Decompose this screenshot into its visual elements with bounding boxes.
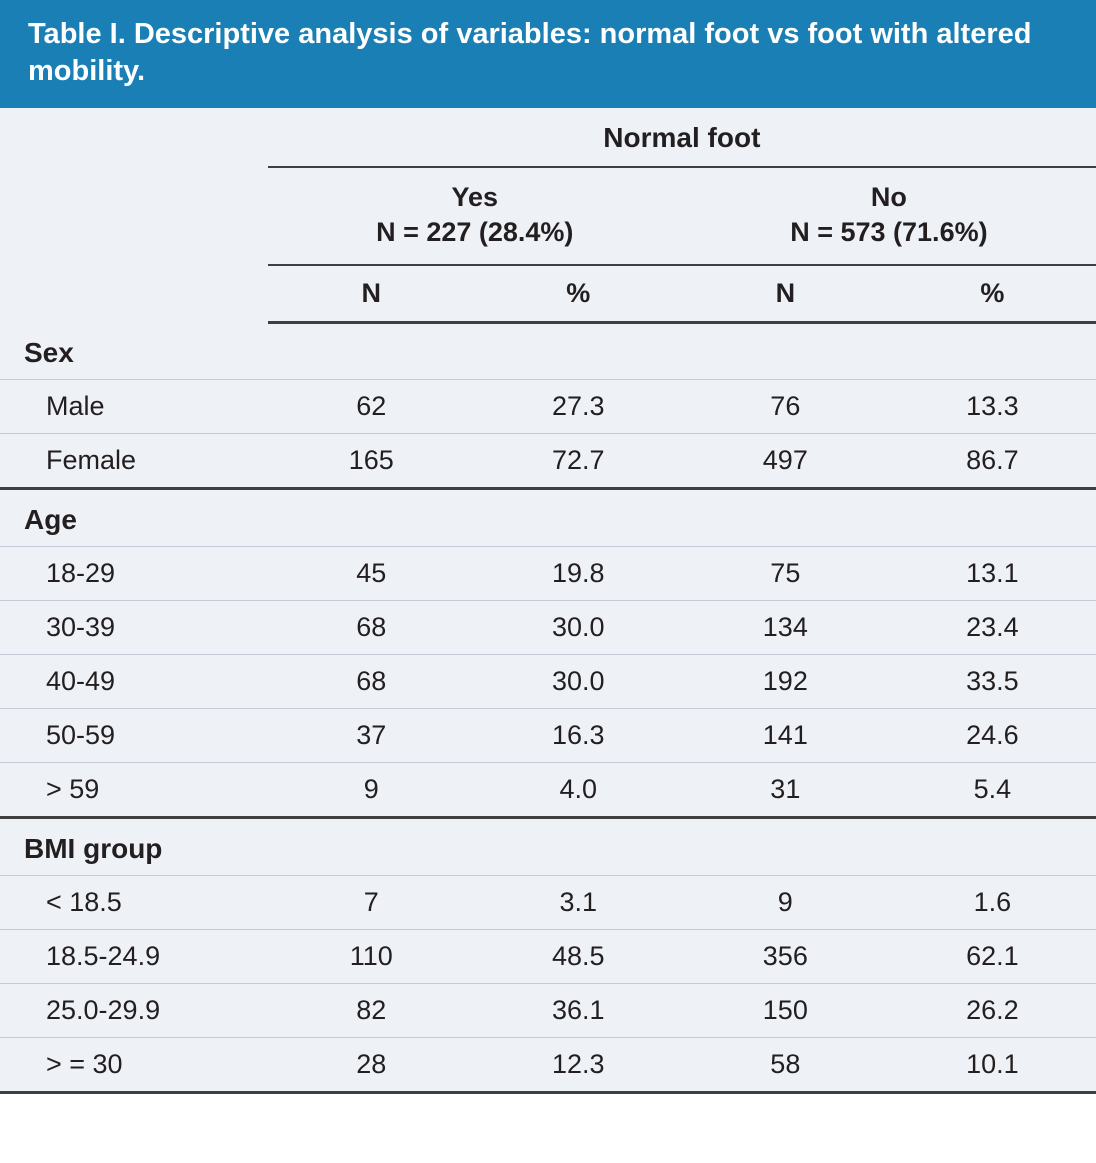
cell-yes-pct: 72.7	[475, 433, 682, 488]
cell-no-pct: 24.6	[889, 708, 1096, 762]
section-header-row	[0, 323, 1096, 380]
row-label: 18.5-24.9	[0, 929, 268, 983]
cell-no-pct: 23.4	[889, 600, 1096, 654]
row-label: < 18.5	[0, 875, 268, 929]
descriptive-analysis-table	[0, 108, 1096, 1094]
header-group-row	[0, 108, 1096, 167]
cell-yes-pct: 48.5	[475, 929, 682, 983]
cell-yes-pct: 36.1	[475, 983, 682, 1037]
section-blank	[475, 323, 682, 380]
cell-no-pct: 26.2	[889, 983, 1096, 1037]
header-col-no-pct: %	[889, 265, 1096, 323]
section-blank	[475, 488, 682, 546]
cell-no-pct: 62.1	[889, 929, 1096, 983]
section-blank	[682, 323, 889, 380]
cell-no-pct: 86.7	[889, 433, 1096, 488]
section-blank	[889, 488, 1096, 546]
header-yes-label: Yes	[451, 182, 499, 213]
row-label: 30-39	[0, 600, 268, 654]
cell-no-n: 141	[682, 708, 889, 762]
cell-yes-pct: 19.8	[475, 546, 682, 600]
table-caption: Table I. Descriptive analysis of variables: normal foot vs foot with altered mobility.	[0, 0, 1096, 108]
table-row	[0, 762, 1096, 817]
header-corner-blank	[0, 108, 268, 167]
table-row	[0, 546, 1096, 600]
cell-yes-n: 68	[268, 654, 475, 708]
section-blank	[268, 323, 475, 380]
cell-no-n: 192	[682, 654, 889, 708]
cell-no-n: 75	[682, 546, 889, 600]
cell-yes-n: 82	[268, 983, 475, 1037]
section-title-bmi: BMI group	[0, 817, 268, 875]
cell-yes-n: 37	[268, 708, 475, 762]
section-blank	[889, 323, 1096, 380]
cell-yes-n: 62	[268, 379, 475, 433]
cell-yes-pct: 30.0	[475, 654, 682, 708]
header-yes-group	[268, 167, 682, 265]
cell-yes-n: 7	[268, 875, 475, 929]
table-row	[0, 433, 1096, 488]
header-columns-row	[0, 265, 1096, 323]
section-blank	[475, 817, 682, 875]
table-row	[0, 983, 1096, 1037]
header-col-yes-n: N	[268, 265, 475, 323]
cell-yes-pct: 12.3	[475, 1037, 682, 1092]
section-blank	[889, 817, 1096, 875]
header-subgroup-row	[0, 167, 1096, 265]
section-blank	[682, 488, 889, 546]
cell-no-n: 58	[682, 1037, 889, 1092]
header-blank-3	[0, 265, 268, 323]
section-header-row	[0, 817, 1096, 875]
table-body	[0, 323, 1096, 1093]
cell-yes-pct: 16.3	[475, 708, 682, 762]
section-title-age: Age	[0, 488, 268, 546]
cell-yes-n: 45	[268, 546, 475, 600]
header-no-label: No	[870, 182, 907, 213]
cell-no-pct: 13.3	[889, 379, 1096, 433]
section-title-sex: Sex	[0, 323, 268, 380]
header-no-count: N = 573 (71.6%)	[790, 217, 988, 248]
cell-yes-pct: 27.3	[475, 379, 682, 433]
row-label: > = 30	[0, 1037, 268, 1092]
row-label: Male	[0, 379, 268, 433]
cell-yes-pct: 4.0	[475, 762, 682, 817]
cell-no-pct: 1.6	[889, 875, 1096, 929]
section-blank	[268, 488, 475, 546]
row-label: > 59	[0, 762, 268, 817]
table-row	[0, 379, 1096, 433]
row-label: 50-59	[0, 708, 268, 762]
header-col-no-n: N	[682, 265, 889, 323]
cell-no-n: 356	[682, 929, 889, 983]
header-yes-count: N = 227 (28.4%)	[376, 217, 574, 248]
cell-no-n: 497	[682, 433, 889, 488]
cell-yes-pct: 30.0	[475, 600, 682, 654]
table-row	[0, 600, 1096, 654]
cell-yes-n: 110	[268, 929, 475, 983]
cell-no-n: 134	[682, 600, 889, 654]
cell-yes-n: 9	[268, 762, 475, 817]
cell-yes-pct: 3.1	[475, 875, 682, 929]
cell-yes-n: 68	[268, 600, 475, 654]
row-label: 25.0-29.9	[0, 983, 268, 1037]
table-row	[0, 929, 1096, 983]
header-normal-foot: Normal foot	[268, 108, 1096, 167]
row-label: 40-49	[0, 654, 268, 708]
table-header	[0, 108, 1096, 323]
table-row	[0, 1037, 1096, 1092]
header-blank-2	[0, 167, 268, 265]
header-no-group	[682, 167, 1096, 265]
table-row	[0, 708, 1096, 762]
table-row	[0, 875, 1096, 929]
section-blank	[682, 817, 889, 875]
cell-no-n: 150	[682, 983, 889, 1037]
row-label: 18-29	[0, 546, 268, 600]
header-col-yes-pct: %	[475, 265, 682, 323]
cell-no-n: 31	[682, 762, 889, 817]
cell-yes-n: 165	[268, 433, 475, 488]
cell-no-n: 9	[682, 875, 889, 929]
cell-no-pct: 10.1	[889, 1037, 1096, 1092]
cell-no-n: 76	[682, 379, 889, 433]
cell-no-pct: 33.5	[889, 654, 1096, 708]
table-row	[0, 654, 1096, 708]
row-label: Female	[0, 433, 268, 488]
cell-yes-n: 28	[268, 1037, 475, 1092]
section-header-row	[0, 488, 1096, 546]
section-blank	[268, 817, 475, 875]
cell-no-pct: 5.4	[889, 762, 1096, 817]
cell-no-pct: 13.1	[889, 546, 1096, 600]
